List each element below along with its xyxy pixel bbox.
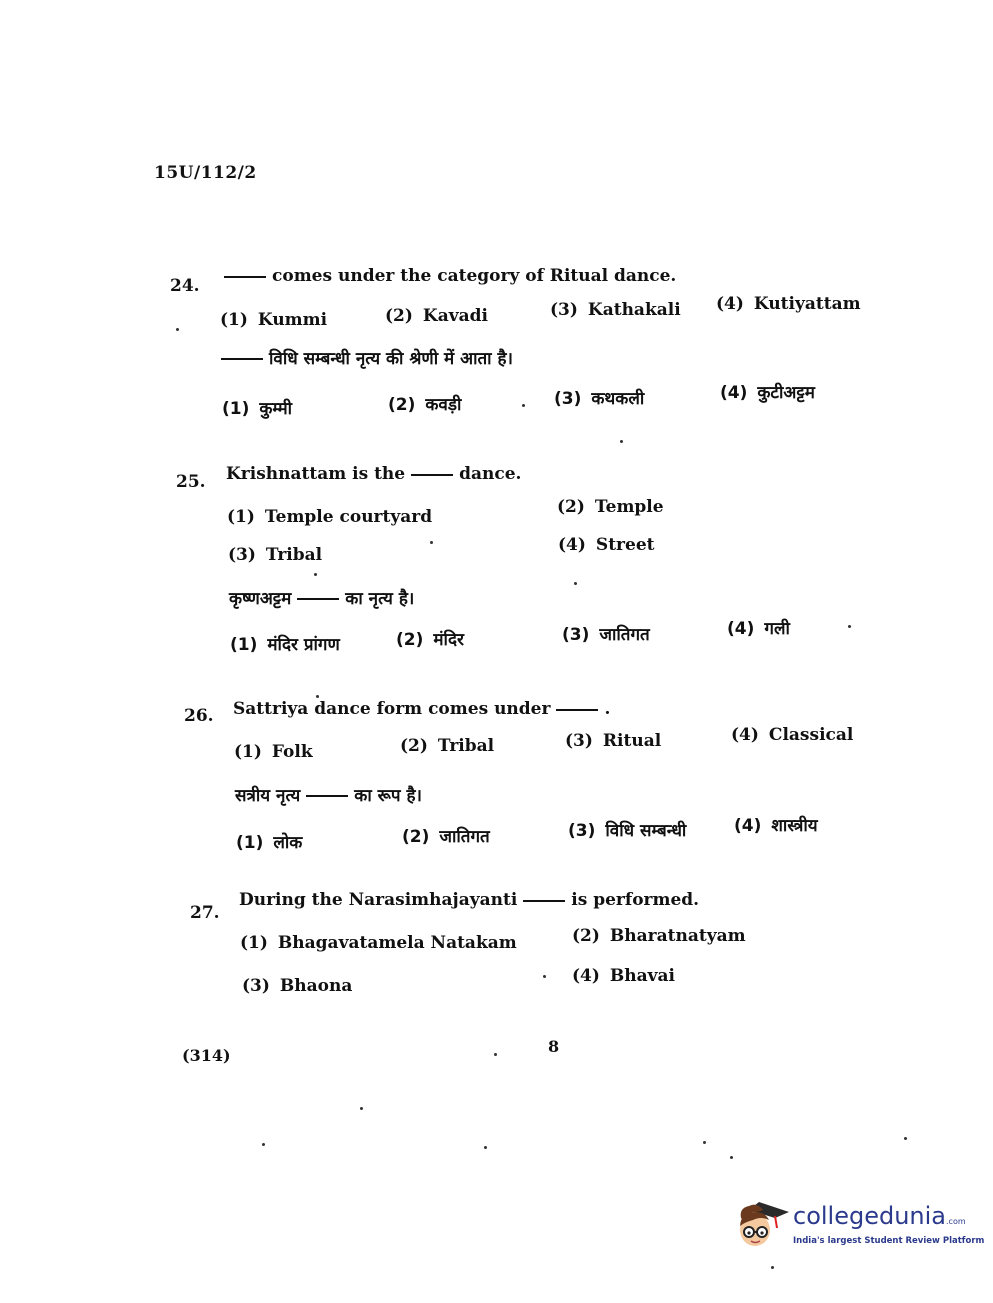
paper-code: 15U/112/2 [154, 163, 257, 183]
option-en-2: (2) Temple [557, 497, 664, 517]
option-en-1: (1) Temple courtyard [227, 507, 433, 527]
option-hi-3: (3) विधि सम्बन्धी [568, 821, 687, 841]
option-en-3: (3) Tribal [228, 545, 323, 565]
question-text-hi: सत्रीय नृत्य का रूप है। [235, 786, 422, 806]
blank-line [556, 709, 598, 711]
blank-line [523, 900, 565, 902]
question-text-hi: विधि सम्बन्धी नृत्य की श्रेणी में आता है। [221, 346, 513, 369]
blank-line [221, 358, 263, 360]
option-hi-2: (2) मंदिर [396, 630, 464, 650]
option-en-1: (1) Folk [234, 742, 313, 762]
blank-line [306, 795, 348, 797]
option-en-1: (1) Kummi [220, 310, 328, 330]
option-hi-2: (2) कवड़ी [388, 395, 462, 415]
logo-suffix: .com [946, 1217, 966, 1226]
logo-tagline: India's largest Student Review Platform [793, 1236, 985, 1246]
question-number: 24. [170, 276, 200, 296]
scan-speck [522, 404, 525, 407]
option-hi-4: (4) शास्त्रीय [734, 816, 818, 836]
question-text-en: Sattriya dance form comes under . [233, 699, 611, 719]
scan-speck [703, 1141, 706, 1144]
option-hi-4: (4) गली [727, 619, 790, 639]
option-en-4: (4) Street [558, 535, 655, 555]
scan-speck [176, 328, 179, 331]
scan-speck [262, 1143, 265, 1146]
scan-speck [574, 582, 577, 585]
footer-code: (314) [182, 1046, 231, 1065]
option-en-3: (3) Ritual [565, 731, 662, 751]
option-en-2: (2) Bharatnatyam [572, 926, 746, 946]
scan-speck [771, 1266, 774, 1269]
option-en-4: (4) Bhavai [572, 966, 676, 986]
blank-line [411, 474, 453, 476]
scan-speck [904, 1137, 907, 1140]
question-text-en [218, 266, 676, 286]
scan-speck [316, 695, 319, 698]
scan-speck [360, 1107, 363, 1110]
page-number: 8 [548, 1037, 560, 1056]
option-hi-1: (1) लोक [236, 833, 303, 853]
question-text-en: Krishnattam is the dance. [226, 464, 522, 484]
option-hi-3: (3) कथकली [554, 389, 645, 409]
scan-speck [494, 1053, 497, 1056]
scan-speck [430, 541, 433, 544]
option-en-4: (4) Classical [731, 725, 854, 745]
scan-speck [484, 1146, 487, 1149]
option-en-2: (2) Kavadi [385, 306, 488, 326]
option-en-3: (3) Bhaona [242, 976, 353, 996]
blank-line [297, 598, 339, 600]
option-en-1: (1) Bhagavatamela Natakam [240, 933, 517, 953]
option-en-4: (4) Kutiyattam [716, 294, 861, 314]
option-hi-3: (3) जातिगत [562, 625, 650, 645]
mascot-icon [735, 1198, 791, 1254]
question-number: 26. [184, 706, 214, 726]
option-hi-2: (2) जातिगत [402, 827, 490, 847]
option-hi-4: (4) कुटीअट्टम [720, 383, 815, 403]
scan-speck [620, 440, 623, 443]
collegedunia-logo [735, 1196, 985, 1258]
scan-speck [730, 1156, 733, 1159]
question-text-en-after: comes under the category of Ritual dance. [272, 266, 677, 286]
blank-line [224, 276, 266, 278]
scan-speck [848, 625, 851, 628]
option-en-2: (2) Tribal [400, 736, 495, 756]
option-hi-1: (1) मंदिर प्रांगण [230, 635, 340, 655]
logo-name: collegedunia [793, 1202, 947, 1230]
question-number: 27. [190, 903, 220, 923]
question-text-hi: कृष्णअट्टम का नृत्य है। [229, 589, 415, 609]
option-en-3: (3) Kathakali [550, 300, 681, 320]
question-number: 25. [176, 472, 206, 492]
scan-speck [314, 573, 317, 576]
question-text-en: During the Narasimhajayanti is performed. [239, 890, 700, 910]
scan-speck [543, 975, 546, 978]
option-hi-1: (1) कुम्मी [222, 399, 293, 419]
